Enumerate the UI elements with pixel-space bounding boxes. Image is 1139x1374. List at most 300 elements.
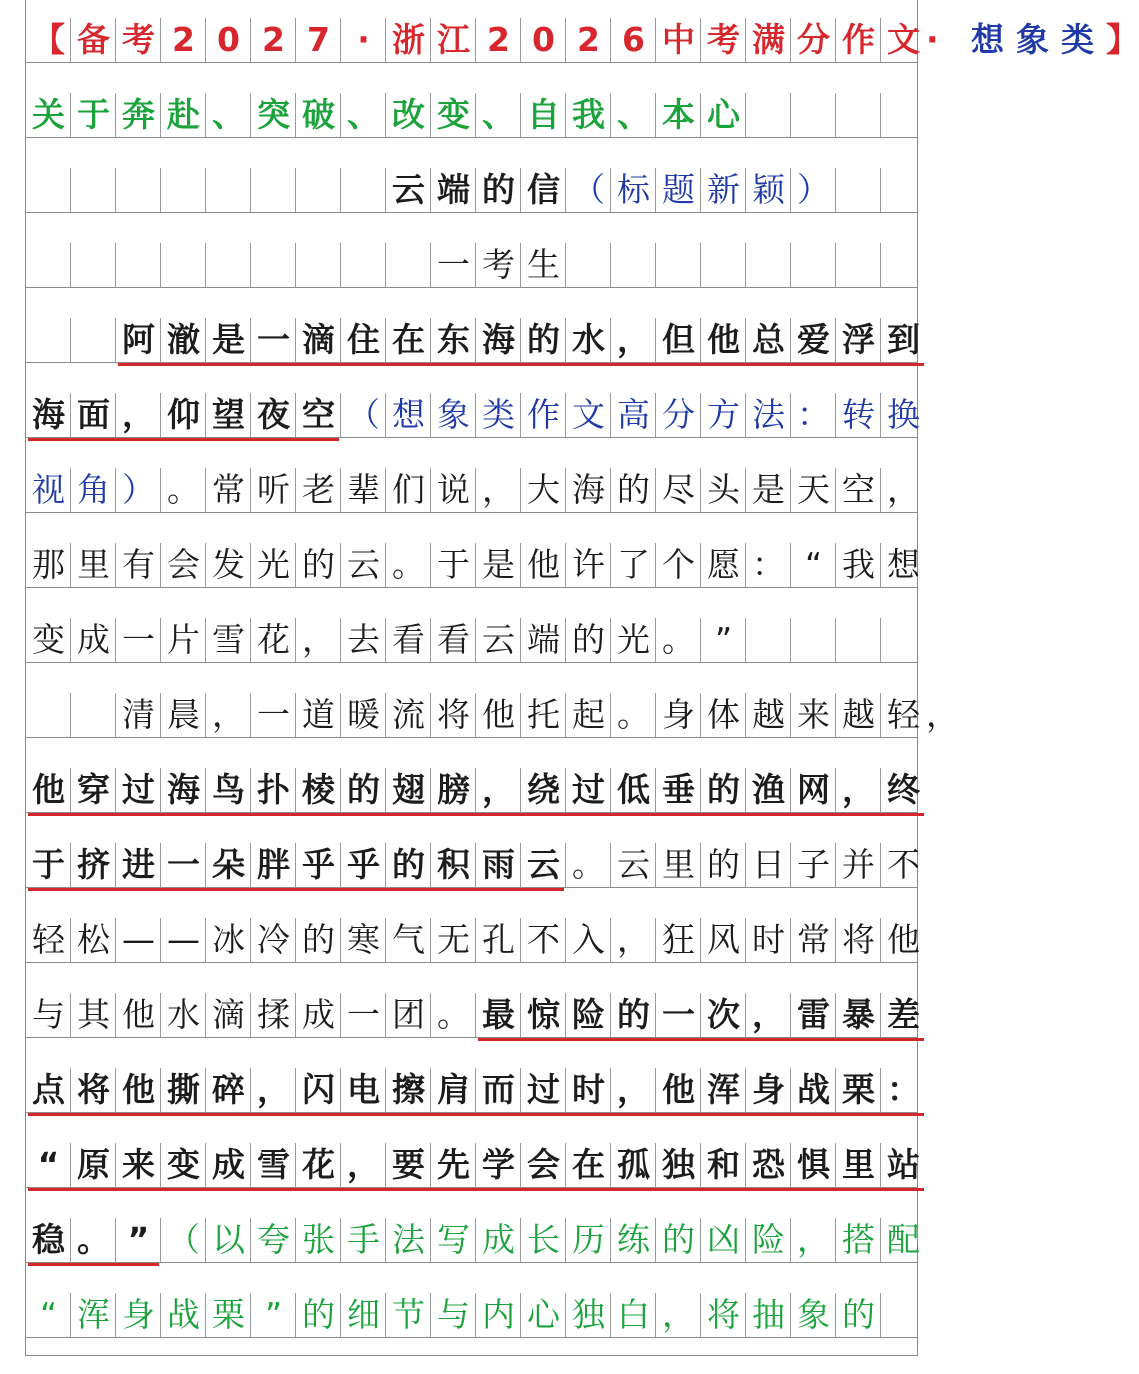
topics-line <box>26 93 917 137</box>
grid-char: 与 <box>32 995 65 1034</box>
grid-char: 的 <box>617 470 650 509</box>
grid-char: 类 <box>482 395 515 434</box>
body-line-9 <box>26 918 920 962</box>
grid-char: 我 <box>572 95 605 134</box>
grid-char: 雪 <box>257 1145 290 1184</box>
grid-char: 空 <box>842 470 875 509</box>
grid-char: 细 <box>347 1295 380 1334</box>
grid-char: ” <box>264 1295 283 1334</box>
grid-cell <box>70 693 115 737</box>
grid-cell <box>340 243 385 287</box>
body-line-4 <box>26 543 920 587</box>
grid-cell <box>205 168 250 212</box>
grid-char: 终 <box>887 770 920 809</box>
grid-char: 是 <box>212 320 245 359</box>
body-line-5 <box>26 618 917 662</box>
grid-char: 稳 <box>32 1220 65 1259</box>
grid-char: 一 <box>257 695 290 734</box>
grid-char: 标 <box>617 170 650 209</box>
grid-char: 水 <box>572 320 605 359</box>
grid-char: 越 <box>842 695 875 734</box>
emphasis-underline <box>118 363 924 366</box>
grid-char: 。 <box>392 545 425 584</box>
grid-char: 积 <box>437 845 470 884</box>
grid-char: 一 <box>347 995 380 1034</box>
grid-char: 进 <box>122 845 155 884</box>
grid-char: 日 <box>752 845 785 884</box>
grid-char: 转 <box>842 395 875 434</box>
grid-char: 的 <box>707 845 740 884</box>
grid-char: 象 <box>437 395 470 434</box>
grid-char: 渔 <box>752 770 785 809</box>
grid-char: 长 <box>527 1220 560 1259</box>
body-line-6 <box>26 693 959 737</box>
emphasis-underline <box>28 813 924 816</box>
emphasis-underline <box>28 1188 924 1191</box>
grid-char: 棱 <box>302 770 335 809</box>
grid-char: ） <box>122 470 155 509</box>
grid-char: 过 <box>572 770 605 809</box>
grid-char: 云 <box>617 845 650 884</box>
grid-char: 考 <box>122 20 155 59</box>
grid-char: ， <box>752 995 785 1034</box>
grid-char: 低 <box>617 770 650 809</box>
grid-char: 那 <box>32 545 65 584</box>
grid-char: 抽 <box>752 1295 785 1334</box>
grid-char: 浙 <box>392 20 425 59</box>
grid-char: 恐 <box>752 1145 785 1184</box>
grid-rule <box>26 212 917 213</box>
grid-char: 冷 <box>257 920 290 959</box>
grid-char: 的 <box>392 845 425 884</box>
grid-char: 颖 <box>752 170 785 209</box>
body-line-13 <box>26 1218 920 1262</box>
grid-char: 白 <box>617 1295 650 1334</box>
grid-cell <box>115 168 160 212</box>
grid-cell <box>70 243 115 287</box>
grid-char: 狂 <box>662 920 695 959</box>
grid-char: 听 <box>257 470 290 509</box>
grid-char: 有 <box>122 545 155 584</box>
grid-cell <box>745 243 790 287</box>
grid-char: 】 <box>1106 20 1139 59</box>
header-line <box>26 18 1139 62</box>
grid-char: 栗 <box>212 1295 245 1334</box>
grid-char: 、 <box>617 95 650 134</box>
grid-char: 写 <box>437 1220 470 1259</box>
grid-cell <box>250 168 295 212</box>
grid-char: 改 <box>392 95 425 134</box>
grid-char: 于 <box>32 845 65 884</box>
grid-char: 时 <box>572 1070 605 1109</box>
grid-char: 的 <box>482 170 515 209</box>
grid-char: 的 <box>527 320 560 359</box>
author-line <box>26 243 917 287</box>
grid-cell <box>610 243 655 287</box>
grid-char: 擦 <box>392 1070 425 1109</box>
grid-char: 7 <box>307 20 330 59</box>
grid-char: 6 <box>622 20 645 59</box>
grid-char: 清 <box>122 695 155 734</box>
grid-char: 说 <box>437 470 470 509</box>
grid-char: 晨 <box>167 695 200 734</box>
grid-char: 身 <box>122 1295 155 1334</box>
grid-char: 翅 <box>392 770 425 809</box>
grid-char: 其 <box>77 995 110 1034</box>
grid-char: ， <box>482 770 515 809</box>
grid-char: 过 <box>527 1070 560 1109</box>
grid-char: （ <box>572 170 605 209</box>
grid-char: 空 <box>302 395 335 434</box>
grid-char: 冰 <box>212 920 245 959</box>
grid-char: 作 <box>842 20 875 59</box>
grid-char: 常 <box>212 470 245 509</box>
grid-char: 暴 <box>842 995 875 1034</box>
grid-char: 头 <box>707 470 740 509</box>
grid-char: 端 <box>437 170 470 209</box>
grid-char: 体 <box>707 695 740 734</box>
grid-rule <box>26 62 917 63</box>
grid-char: 想 <box>392 395 425 434</box>
grid-char: ： <box>887 1070 920 1109</box>
grid-char: 关 <box>32 95 65 134</box>
grid-char: 轻 <box>887 695 920 734</box>
grid-char: 成 <box>212 1145 245 1184</box>
grid-char: 夜 <box>257 395 290 434</box>
grid-char: 越 <box>752 695 785 734</box>
grid-char: 孔 <box>482 920 515 959</box>
grid-cell <box>880 618 925 662</box>
grid-char: 内 <box>482 1295 515 1334</box>
grid-char: 膀 <box>437 770 470 809</box>
grid-char: ， <box>887 470 920 509</box>
grid-char: 。 <box>572 845 605 884</box>
grid-char: 变 <box>32 620 65 659</box>
grid-char: 文 <box>887 20 920 59</box>
grid-char: 心 <box>527 1295 560 1334</box>
grid-char: 而 <box>482 1070 515 1109</box>
grid-char: 不 <box>887 845 920 884</box>
body-line-2 <box>26 393 920 437</box>
grid-cell <box>565 243 610 287</box>
grid-char: 高 <box>617 395 650 434</box>
grid-char: 自 <box>527 95 560 134</box>
grid-char: ， <box>842 770 875 809</box>
writing-grid-sheet <box>25 0 1139 1356</box>
grid-char: 绕 <box>527 770 560 809</box>
grid-char: 突 <box>257 95 290 134</box>
grid-char: 光 <box>617 620 650 659</box>
grid-char: 将 <box>842 920 875 959</box>
grid-char: 2 <box>172 20 195 59</box>
grid-char: 作 <box>527 395 560 434</box>
grid-char: · <box>926 20 939 59</box>
grid-char: 一 <box>122 620 155 659</box>
grid-char: 望 <box>212 395 245 434</box>
grid-char: 0 <box>217 20 240 59</box>
grid-char: 花 <box>302 1145 335 1184</box>
grid-char: 了 <box>617 545 650 584</box>
grid-char: 网 <box>797 770 830 809</box>
grid-char: 历 <box>572 1220 605 1259</box>
grid-char: 的 <box>617 995 650 1034</box>
grid-char: 要 <box>392 1145 425 1184</box>
body-line-10 <box>26 993 920 1037</box>
grid-rule <box>26 1262 917 1263</box>
grid-char: 许 <box>572 545 605 584</box>
grid-char: 面 <box>77 395 110 434</box>
grid-char: 中 <box>662 20 695 59</box>
grid-char: 不 <box>527 920 560 959</box>
grid-char: 站 <box>887 1145 920 1184</box>
grid-char: 战 <box>167 1295 200 1334</box>
grid-char: 轻 <box>32 920 65 959</box>
grid-char: — <box>122 920 155 959</box>
emphasis-underline <box>28 438 339 441</box>
grid-cell <box>295 168 340 212</box>
grid-char: 他 <box>887 920 920 959</box>
grid-char: 花 <box>257 620 290 659</box>
grid-char: 栗 <box>842 1070 875 1109</box>
body-line-7 <box>26 768 920 812</box>
grid-char: 浑 <box>77 1295 110 1334</box>
grid-char: 肩 <box>437 1070 470 1109</box>
body-line-8 <box>26 843 920 887</box>
grid-char: 在 <box>572 1145 605 1184</box>
grid-char: 他 <box>482 695 515 734</box>
grid-cell <box>790 93 835 137</box>
grid-char: 生 <box>527 245 560 284</box>
grid-char: 辈 <box>347 470 380 509</box>
grid-char: 险 <box>752 1220 785 1259</box>
grid-cell <box>700 243 745 287</box>
grid-char: 电 <box>347 1070 380 1109</box>
body-line-1 <box>26 318 920 362</box>
grid-char: 端 <box>527 620 560 659</box>
grid-char: 云 <box>347 545 380 584</box>
grid-char: 法 <box>752 395 785 434</box>
grid-char: ” <box>714 620 733 659</box>
grid-char: 的 <box>662 1220 695 1259</box>
grid-char: 住 <box>347 320 380 359</box>
grid-char: ， <box>482 470 515 509</box>
grid-cell <box>205 243 250 287</box>
grid-char: 的 <box>572 620 605 659</box>
grid-char: 节 <box>392 1295 425 1334</box>
grid-char: 变 <box>167 1145 200 1184</box>
grid-char: 独 <box>572 1295 605 1334</box>
grid-cell <box>880 243 925 287</box>
grid-char: 一 <box>662 995 695 1034</box>
grid-char: 将 <box>707 1295 740 1334</box>
grid-rule <box>26 137 917 138</box>
grid-char: 挤 <box>77 845 110 884</box>
grid-char: 看 <box>437 620 470 659</box>
grid-char: 搭 <box>842 1220 875 1259</box>
grid-char: 爱 <box>797 320 830 359</box>
grid-char: 尽 <box>662 470 695 509</box>
grid-char: 身 <box>752 1070 785 1109</box>
grid-char: 的 <box>302 545 335 584</box>
body-line-14 <box>26 1293 917 1337</box>
grid-char: 起 <box>572 695 605 734</box>
grid-char: 发 <box>212 545 245 584</box>
grid-char: “ <box>37 1145 60 1184</box>
grid-char: 里 <box>77 545 110 584</box>
grid-char: ： <box>797 395 830 434</box>
grid-cell <box>115 243 160 287</box>
grid-char: 他 <box>122 1070 155 1109</box>
grid-char: 于 <box>437 545 470 584</box>
grid-rule <box>26 587 917 588</box>
grid-char: 身 <box>662 695 695 734</box>
grid-rule <box>26 737 917 738</box>
grid-char: 入 <box>572 920 605 959</box>
grid-char: （ <box>167 1220 200 1259</box>
grid-char: 片 <box>167 620 200 659</box>
grid-char: 但 <box>662 320 695 359</box>
grid-char: 他 <box>662 1070 695 1109</box>
grid-char: 张 <box>302 1220 335 1259</box>
grid-char: 垂 <box>662 770 695 809</box>
grid-char: 海 <box>32 395 65 434</box>
grid-char: 。 <box>437 995 470 1034</box>
grid-char: 阿 <box>122 320 155 359</box>
grid-char: 并 <box>842 845 875 884</box>
grid-char: 海 <box>572 470 605 509</box>
grid-char: 先 <box>437 1145 470 1184</box>
grid-rule <box>26 962 917 963</box>
grid-char: 浑 <box>707 1070 740 1109</box>
grid-cell <box>835 618 880 662</box>
grid-char: 、 <box>347 95 380 134</box>
grid-char: 过 <box>122 770 155 809</box>
grid-rule <box>26 287 917 288</box>
grid-char: 点 <box>32 1070 65 1109</box>
grid-char: 一 <box>437 245 470 284</box>
grid-char: 。 <box>662 620 695 659</box>
grid-char: 法 <box>392 1220 425 1259</box>
grid-cell <box>880 93 925 137</box>
grid-char: 云 <box>482 620 515 659</box>
grid-char: 次 <box>707 995 740 1034</box>
grid-char: 到 <box>887 320 920 359</box>
grid-char: 分 <box>797 20 830 59</box>
grid-char: 乎 <box>302 845 335 884</box>
grid-char: 雪 <box>212 620 245 659</box>
grid-char: — <box>167 920 200 959</box>
grid-char: 江 <box>437 20 470 59</box>
grid-char: 们 <box>392 470 425 509</box>
grid-char: 分 <box>662 395 695 434</box>
grid-char: 会 <box>167 545 200 584</box>
grid-char: 2 <box>577 20 600 59</box>
grid-char: 扑 <box>257 770 290 809</box>
title-line <box>26 168 917 212</box>
grid-char: 象 <box>797 1295 830 1334</box>
grid-char: 他 <box>32 770 65 809</box>
grid-cell <box>70 318 115 362</box>
grid-char: 成 <box>482 1220 515 1259</box>
grid-char: 一 <box>167 845 200 884</box>
grid-char: 碎 <box>212 1070 245 1109</box>
grid-char: 文 <box>572 395 605 434</box>
grid-cell <box>385 243 430 287</box>
grid-char: 时 <box>752 920 785 959</box>
grid-char: 想 <box>971 20 1004 59</box>
grid-char: 他 <box>122 995 155 1034</box>
grid-char: 的 <box>347 770 380 809</box>
grid-char: ， <box>797 1220 830 1259</box>
grid-char: 成 <box>77 620 110 659</box>
grid-char: 练 <box>617 1220 650 1259</box>
grid-cell <box>880 1293 925 1337</box>
grid-char: 险 <box>572 995 605 1034</box>
grid-char: 光 <box>257 545 290 584</box>
grid-char: 雨 <box>482 845 515 884</box>
body-line-12 <box>26 1143 920 1187</box>
grid-char: 海 <box>167 770 200 809</box>
grid-char: 总 <box>752 320 785 359</box>
body-line-11 <box>26 1068 920 1112</box>
grid-char: 云 <box>392 170 425 209</box>
grid-char: “ <box>804 545 823 584</box>
grid-cell <box>835 93 880 137</box>
grid-char: 里 <box>842 1145 875 1184</box>
grid-char: 是 <box>752 470 785 509</box>
grid-char: 他 <box>527 545 560 584</box>
grid-char: 团 <box>392 995 425 1034</box>
grid-cell <box>835 168 880 212</box>
grid-char: 老 <box>302 470 335 509</box>
grid-char: 子 <box>797 845 830 884</box>
grid-char: 考 <box>482 245 515 284</box>
grid-char: 2 <box>262 20 285 59</box>
grid-char: 原 <box>77 1145 110 1184</box>
grid-char: 会 <box>527 1145 560 1184</box>
grid-char: 信 <box>527 170 560 209</box>
grid-char: 滴 <box>302 320 335 359</box>
grid-char: 【 <box>32 20 65 59</box>
grid-char: 满 <box>752 20 785 59</box>
grid-cell <box>880 168 925 212</box>
grid-char: 与 <box>437 1295 470 1334</box>
grid-char: ” <box>127 1220 150 1259</box>
grid-char: 我 <box>842 545 875 584</box>
grid-char: 的 <box>302 920 335 959</box>
grid-char: 、 <box>482 95 515 134</box>
grid-char: 天 <box>797 470 830 509</box>
grid-char: 惧 <box>797 1145 830 1184</box>
grid-cell <box>70 168 115 212</box>
grid-cell <box>835 243 880 287</box>
grid-char: 想 <box>887 545 920 584</box>
grid-rule <box>26 662 917 663</box>
grid-char: 成 <box>302 995 335 1034</box>
emphasis-underline <box>28 1113 924 1116</box>
grid-cell <box>790 243 835 287</box>
grid-char: 心 <box>707 95 740 134</box>
grid-char: 角 <box>77 470 110 509</box>
grid-char: 寒 <box>347 920 380 959</box>
grid-char: ， <box>617 320 650 359</box>
grid-char: 愿 <box>707 545 740 584</box>
grid-char: 朵 <box>212 845 245 884</box>
grid-char: ， <box>926 695 959 734</box>
grid-char: 换 <box>887 395 920 434</box>
emphasis-underline <box>478 1038 924 1041</box>
grid-char: 来 <box>797 695 830 734</box>
